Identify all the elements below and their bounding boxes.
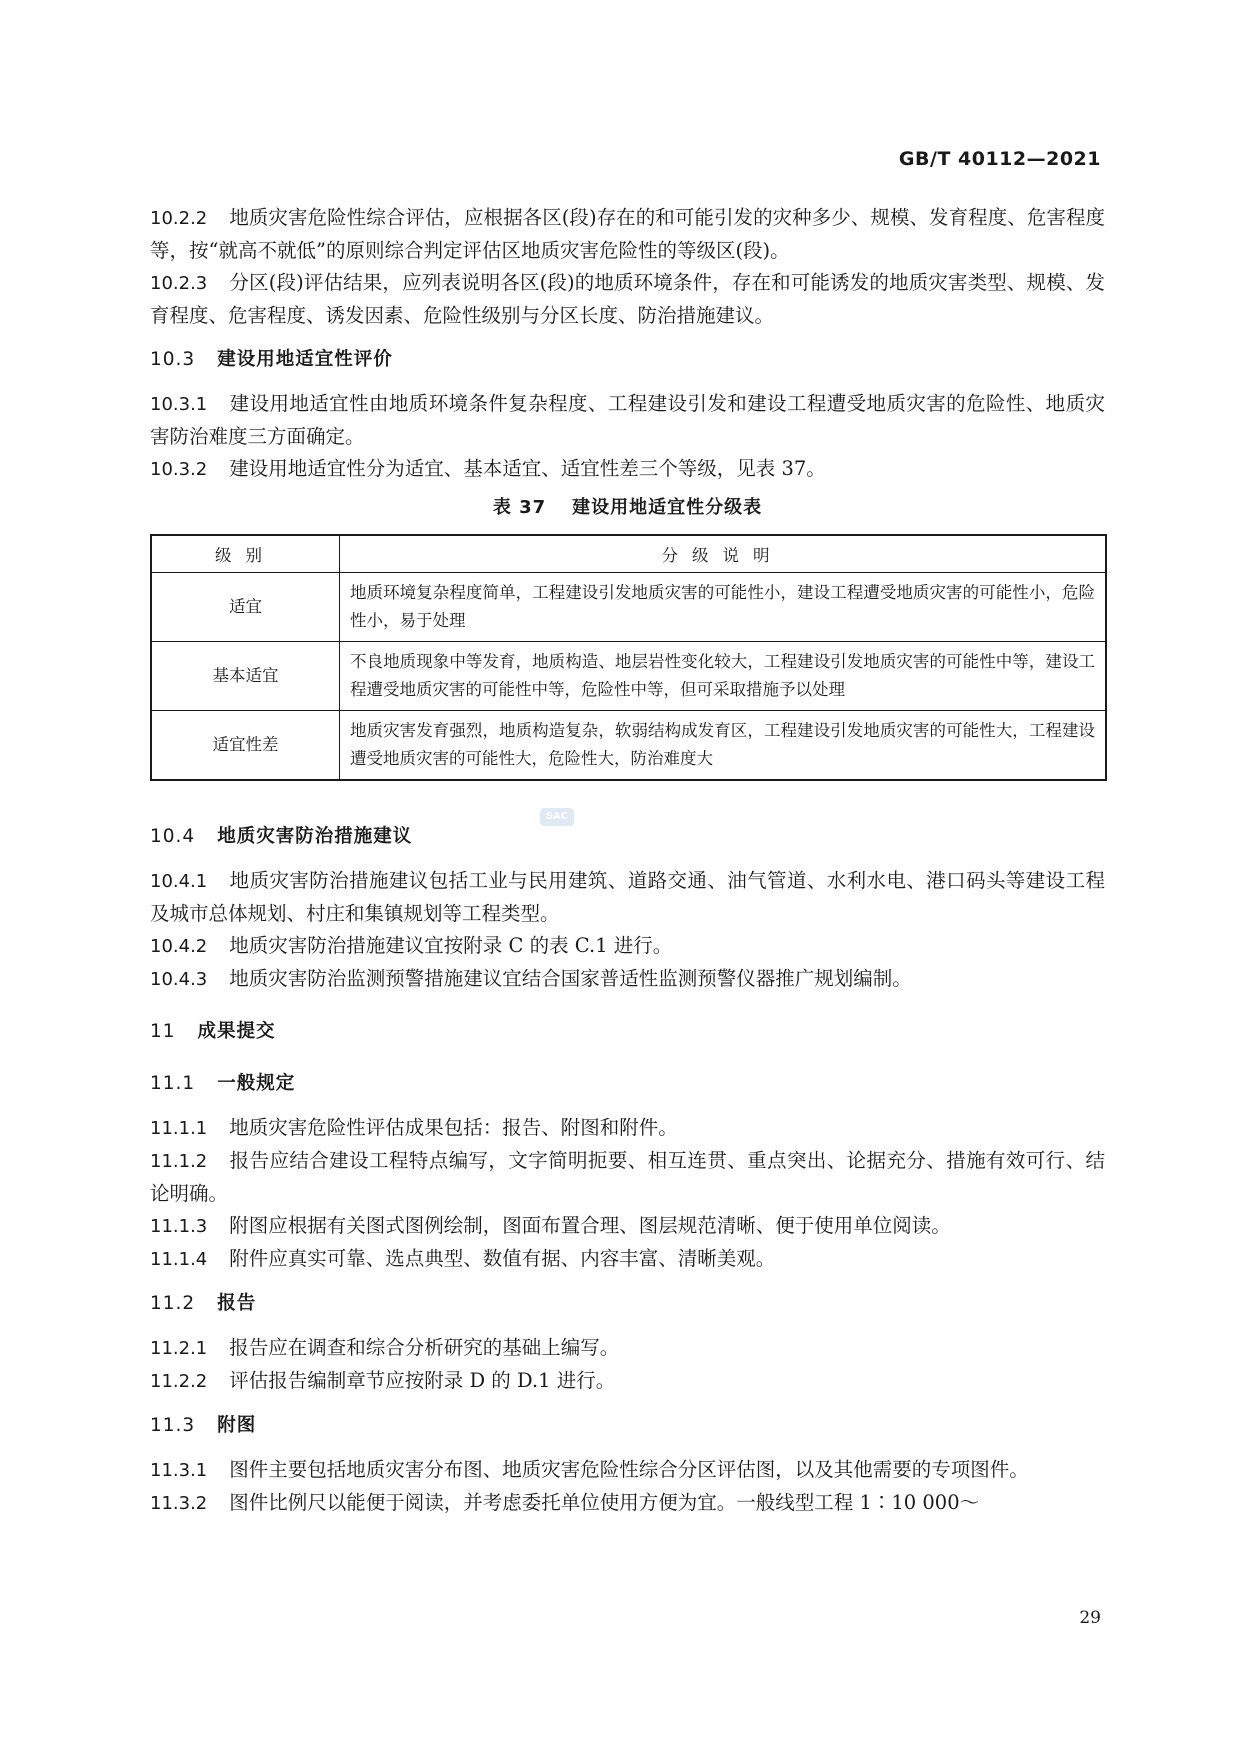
clause-number: 11.1.2	[150, 1151, 208, 1172]
clause-text: 地质灾害危险性评估成果包括：报告、附图和附件。	[229, 1116, 678, 1139]
clause-text: 建设用地适宜性由地质环境条件复杂程度、工程建设引发和建设工程遭受地质灾害的危险性、地质灾害防治难度三方面确定。	[150, 392, 1105, 448]
clause-text: 地质灾害危险性综合评估，应根据各区(段)存在的和可能引发的灾种多少、规模、发育程度、危害程度等，按“就高不就低”的原则综合判定评估区地质灾害危险性的等级区(段)。	[150, 206, 1105, 262]
chapter-number: 11	[150, 1021, 176, 1042]
table-row	[151, 711, 1106, 781]
section-title: 报告	[217, 1293, 257, 1314]
clause-number: 11.2.1	[150, 1338, 208, 1359]
clause-10-2-2	[150, 202, 1105, 267]
clause-number: 10.4.3	[150, 969, 208, 990]
clause-number: 10.4.1	[150, 871, 208, 892]
clause-10-3-1	[150, 388, 1105, 453]
clause-10-4-3	[150, 963, 1105, 996]
clause-text: 地质灾害防治措施建议包括工业与民用建筑、道路交通、油气管道、水利水电、港口码头等建设工程及城市总体规划、村庄和集镇规划等工程类型。	[150, 869, 1105, 925]
section-title: 建设用地适宜性评价	[217, 349, 393, 370]
section-title: 一般规定	[217, 1073, 296, 1094]
clause-11-1-3	[150, 1210, 1105, 1243]
chapter-heading-11	[150, 1016, 1105, 1048]
section-number: 10.3	[150, 349, 196, 370]
table-caption	[150, 492, 1105, 524]
clause-number: 11.3.1	[150, 1460, 208, 1481]
sac-watermark-logo: SAC	[540, 808, 574, 826]
clause-11-2-1	[150, 1332, 1105, 1365]
document-body	[150, 202, 1105, 1520]
clause-text: 分区(段)评估结果，应列表说明各区(段)的地质环境条件，存在和可能诱发的地质灾害类型、规模、发育程度、危害程度、诱发因素、危险性级别与分区长度、防治措施建议。	[150, 271, 1105, 327]
table-title: 建设用地适宜性分级表	[572, 497, 763, 518]
clause-text: 评估报告编制章节应按附录 D 的 D.1 进行。	[229, 1369, 616, 1392]
clause-10-4-1	[150, 865, 1105, 930]
clause-10-2-3	[150, 267, 1105, 332]
clause-number: 10.4.2	[150, 936, 208, 957]
clause-number: 11.1.4	[150, 1249, 208, 1270]
section-title: 地质灾害防治措施建议	[217, 826, 413, 847]
clause-text: 图件主要包括地质灾害分布图、地质灾害危险性综合分区评估图，以及其他需要的专项图件。	[229, 1458, 1029, 1481]
section-heading-10-4	[150, 821, 1105, 853]
table-row	[151, 642, 1106, 711]
clause-10-3-2	[150, 453, 1105, 486]
section-number: 10.4	[150, 826, 196, 847]
section-heading-11-3	[150, 1410, 1105, 1442]
table-header-row	[151, 535, 1106, 573]
level-cell: 基本适宜	[151, 642, 340, 711]
clause-10-4-2	[150, 930, 1105, 963]
clause-11-3-2	[150, 1487, 1105, 1520]
clause-number: 11.1.1	[150, 1118, 208, 1139]
table-row	[151, 573, 1106, 642]
clause-text: 地质灾害防治措施建议宜按附录 C 的表 C.1 进行。	[229, 934, 673, 957]
clause-text: 建设用地适宜性分为适宜、基本适宜、适宜性差三个等级，见表 37。	[229, 457, 826, 480]
level-cell: 适宜	[151, 573, 340, 642]
clause-number: 10.2.2	[150, 208, 208, 229]
suitability-grade-table	[150, 534, 1107, 781]
section-number: 11.2	[150, 1293, 196, 1314]
clause-text: 附图应根据有关图式图例绘制，图面布置合理、图层规范清晰、便于使用单位阅读。	[229, 1214, 951, 1237]
clause-11-3-1	[150, 1454, 1105, 1487]
clause-number: 10.2.3	[150, 273, 208, 294]
clause-11-1-1	[150, 1112, 1105, 1145]
page-number: 29	[1079, 1608, 1101, 1628]
clause-text: 报告应在调查和综合分析研究的基础上编写。	[229, 1336, 620, 1359]
section-heading-10-3	[150, 344, 1105, 376]
column-header-level: 级别	[151, 535, 340, 573]
description-cell: 不良地质现象中等发育，地质构造、地层岩性变化较大，工程建设引发地质灾害的可能性中等，建设工程遭受地质灾害的可能性中等，危险性中等，但可采取措施予以处理	[340, 642, 1107, 711]
section-number: 11.3	[150, 1415, 196, 1436]
level-cell: 适宜性差	[151, 711, 340, 781]
section-heading-11-1	[150, 1068, 1105, 1100]
description-cell: 地质环境复杂程度简单，工程建设引发地质灾害的可能性小，建设工程遭受地质灾害的可能性小，危险性小，易于处理	[340, 573, 1107, 642]
section-title: 附图	[217, 1415, 257, 1436]
clause-number: 11.2.2	[150, 1371, 208, 1392]
chapter-title: 成果提交	[197, 1021, 276, 1042]
clause-number: 10.3.1	[150, 394, 208, 415]
clause-11-2-2	[150, 1365, 1105, 1398]
description-cell: 地质灾害发育强烈，地质构造复杂，软弱结构成发育区，工程建设引发地质灾害的可能性大，工程建设遭受地质灾害的可能性大，危险性大，防治难度大	[340, 711, 1107, 781]
clause-11-1-4	[150, 1243, 1105, 1276]
clause-number: 11.3.2	[150, 1493, 208, 1514]
section-heading-11-2	[150, 1288, 1105, 1320]
section-number: 11.1	[150, 1073, 196, 1094]
clause-number: 10.3.2	[150, 459, 208, 480]
clause-number: 11.1.3	[150, 1216, 208, 1237]
table-number: 表 37	[492, 497, 547, 518]
clause-11-1-2	[150, 1145, 1105, 1210]
column-header-description: 分级说明	[340, 535, 1107, 573]
clause-text: 报告应结合建设工程特点编写，文字简明扼要、相互连贯、重点突出、论据充分、措施有效可行、结论明确。	[150, 1149, 1105, 1205]
standard-number: GB/T 40112—2021	[898, 148, 1101, 170]
clause-text: 地质灾害防治监测预警措施建议宜结合国家普适性监测预警仪器推广规划编制。	[229, 967, 912, 990]
clause-text: 图件比例尺以能便于阅读，并考虑委托单位使用方便为宜。一般线型工程 1∶10 000～	[229, 1491, 980, 1514]
clause-text: 附件应真实可靠、选点典型、数值有据、内容丰富、清晰美观。	[229, 1247, 776, 1270]
